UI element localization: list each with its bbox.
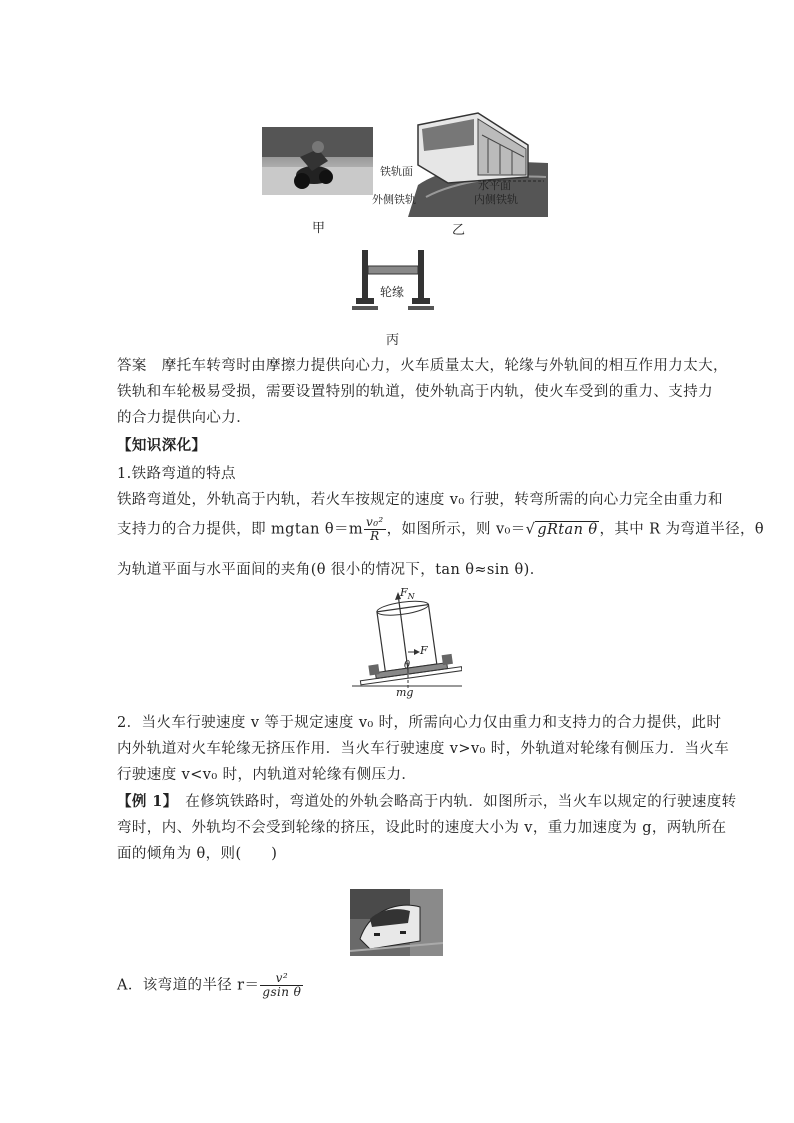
train-photo <box>350 889 443 956</box>
example-line-3: 面的倾角为 θ，则( ) <box>117 846 278 862</box>
item1-line-3: 为轨道平面与水平面间的夹角(θ 很小的情况下，tan θ≈sin θ)． <box>117 562 545 578</box>
item1-line-1: 铁路弯道处，外轨高于内轨，若火车按规定的速度 v₀ 行驶，转弯所需的向心力完全由重力和 <box>117 492 723 508</box>
fraction-v-squared-over-gsin: $\frac{\text{v²}}{\text{gsin θ}}$ <box>262 971 302 999</box>
wheelset-figure <box>352 246 434 314</box>
label-outer-rail: 外侧铁轨 <box>372 193 416 206</box>
item1-line-2a: 支持力的合力提供，即 mgtan θ＝m <box>117 521 364 538</box>
section-title: 【知识深化】 <box>117 437 207 454</box>
item1-line-2b: ，如图所示，则 v₀＝ <box>386 521 526 538</box>
sqrt-expression: gRtan θ <box>537 521 598 538</box>
option-a <box>117 972 682 999</box>
example-tag: 【例 1】 <box>117 793 171 810</box>
label-theta: θ <box>404 660 411 671</box>
caption-jia: 甲 <box>312 221 326 236</box>
label-horizontal-plane: 水平面 <box>478 179 511 192</box>
label-rail-surface: 铁轨面 <box>380 165 413 178</box>
item1-title: 1.铁路弯道的特点 <box>117 466 236 482</box>
fraction-v0-squared-over-r: $\frac{\text{v₀²}}{R}$ <box>366 515 384 543</box>
label-flange: 轮缘 <box>380 285 405 299</box>
answer-line-1: 答案 摩托车转弯时由摩擦力提供向心力，火车质量太大，轮缘与外轨间的相互作用力太大， <box>117 358 728 374</box>
label-fn: $F_N$ <box>400 586 415 602</box>
label-mg: mg <box>396 686 414 699</box>
label-f: F <box>420 644 428 657</box>
example-line-1: 【例 1】 在修筑铁路时，弯道处的外轨会略高于内轨．如图所示，当火车以规定的行驶速度转 <box>117 793 737 810</box>
label-inner-rail: 内侧铁轨 <box>474 193 518 206</box>
wheelset-diagram <box>352 246 434 314</box>
force-diagram-figure <box>352 586 462 698</box>
item2-line-1: 2．当火车行驶速度 v 等于规定速度 v₀ 时，所需向心力仅由重力和支持力的合力提供，此时 <box>117 715 722 731</box>
force-diagram <box>352 586 462 698</box>
item2-line-3: 行驶速度 v<v₀ 时，内轨道对轮缘有侧压力． <box>117 767 417 783</box>
caption-bing: 丙 <box>386 333 400 348</box>
answer-line-3: 的合力提供向心力． <box>117 410 252 426</box>
item1-line-2: 支持力的合力提供，即 mgtan θ＝m $\frac{\text{v₀²}}{R}$ ，如图所示，则 v₀＝√ gRtan θ ，其中 R 为弯道半径，θ <box>117 515 765 543</box>
motorcycle-photo <box>262 127 373 195</box>
caption-yi: 乙 <box>452 223 466 238</box>
train-curve-figure <box>372 105 548 217</box>
answer-line-2: 铁轨和车轮极易受损，需要设置特别的轨道，使外轨高于内轨，使火车受到的重力、支持力 <box>117 384 713 400</box>
example-line-2: 弯时，内、外轨均不会受到轮缘的挤压，设此时的速度大小为 v，重力加速度为 g，两轨所在 <box>117 820 727 836</box>
item2-line-2: 内外轨道对火车轮缘无挤压作用．当火车行驶速度 v>v₀ 时，外轨道对轮缘有侧压力．当火车 <box>117 741 730 757</box>
option-a-text: A．该弯道的半径 r＝ <box>117 977 260 994</box>
item1-line-2c: ，其中 R 为弯道半径，θ <box>599 521 765 538</box>
